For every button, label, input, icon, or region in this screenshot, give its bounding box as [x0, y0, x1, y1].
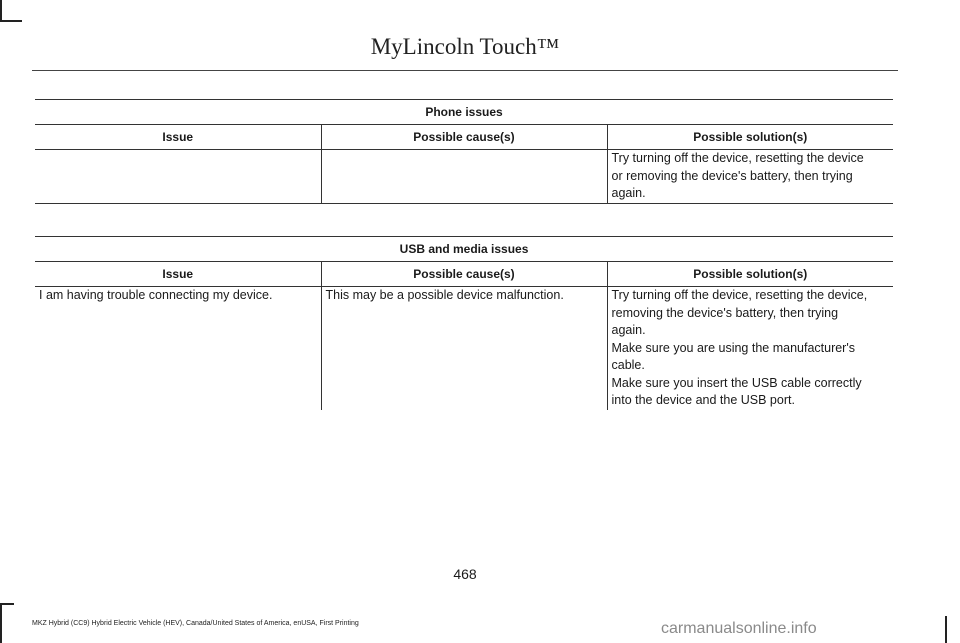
- column-header-cause: Possible cause(s): [321, 262, 607, 287]
- usb-media-issues-table: [35, 236, 893, 410]
- solution-line: Make sure you insert the USB cable correctly: [611, 375, 862, 390]
- crop-mark: [0, 20, 22, 22]
- solution-line: Try turning off the device, resetting the device,: [611, 288, 868, 302]
- crop-mark: [0, 603, 2, 643]
- solution-line: cable.: [611, 358, 645, 372]
- issue-cell: [35, 150, 321, 204]
- column-header-cause: Possible cause(s): [321, 125, 607, 150]
- cause-cell: [321, 150, 607, 204]
- table-row: [35, 150, 893, 204]
- solution-line: Try turning off the device, resetting the device: [611, 151, 864, 165]
- table-caption: USB and media issues: [35, 237, 893, 262]
- solution-line: again.: [611, 186, 646, 200]
- cause-cell: This may be a possible device malfunction.: [321, 287, 607, 410]
- table-caption-row: [35, 100, 893, 125]
- issue-cell: I am having trouble connecting my device.: [39, 288, 273, 302]
- footer-text: MKZ Hybrid (CC9) Hybrid Electric Vehicle (HEV), Canada/United States of America, enUSA, First Printing: [32, 620, 359, 627]
- solution-line: removing the device's battery, then trying: [611, 305, 839, 320]
- solution-line: or removing the device's battery, then trying: [611, 168, 853, 183]
- solution-cell: [607, 150, 893, 204]
- solution-line: into the device and the USB port.: [611, 393, 795, 407]
- solution-line: Make sure you are using the manufacturer's: [611, 340, 855, 355]
- table-caption: Phone issues: [35, 100, 893, 125]
- table-header-row: [35, 262, 893, 287]
- phone-issues-table: [35, 99, 893, 204]
- page-number: 468: [453, 566, 477, 582]
- table-row: [35, 287, 893, 410]
- table-header-row: [35, 125, 893, 150]
- page-title: MyLincoln Touch™: [370, 34, 560, 59]
- watermark: carmanualsonline.info: [661, 620, 817, 637]
- solution-line: again.: [611, 323, 646, 337]
- table-caption-row: [35, 237, 893, 262]
- header-divider: [32, 70, 898, 71]
- crop-mark: [0, 603, 14, 605]
- column-header-issue: Issue: [35, 262, 321, 287]
- crop-mark: [0, 0, 2, 22]
- column-header-solution: Possible solution(s): [607, 262, 893, 287]
- column-header-solution: Possible solution(s): [607, 125, 893, 150]
- column-header-issue: Issue: [35, 125, 321, 150]
- crop-mark: [945, 616, 947, 643]
- solution-cell: [607, 287, 893, 410]
